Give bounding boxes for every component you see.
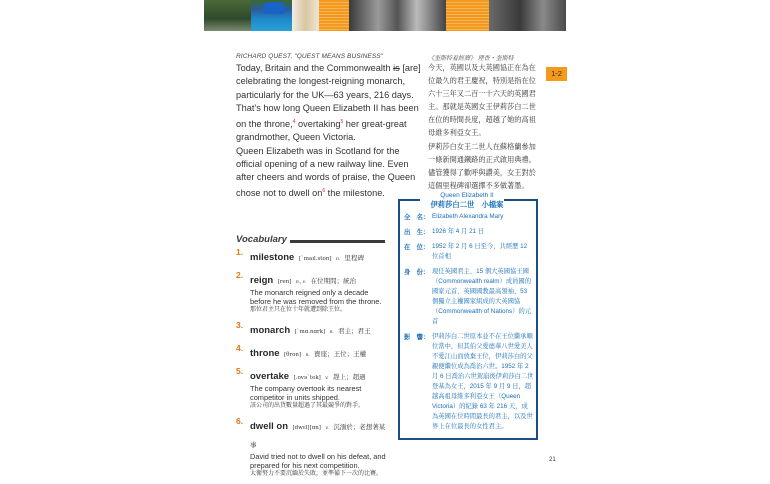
vocabulary-title: Vocabulary [236, 234, 287, 245]
vocab-pronunciation: [θron] [284, 352, 302, 358]
vocab-pronunciation: [ren] [277, 279, 292, 285]
article-paragraph-zh: 今天，英國以及大英國協正在為在位最久的君王慶祝，特別是指在位六十三年又二百一十六天的英國君主。那就是英國女王伊莉莎白二世在位的時間長度，超越了她的高祖母維多利亞女王。 [428, 63, 536, 137]
text: overtaking [295, 118, 341, 129]
header-orange-band [446, 0, 489, 31]
profile-value: 1926 年 4 月 21 日 [432, 228, 485, 235]
struck-word: is [393, 63, 400, 73]
vocab-word: reign [250, 275, 274, 286]
footnote-marker: 6 [322, 187, 326, 194]
profile-row [404, 212, 534, 222]
vocab-translation: 寶座；王位；王權 [314, 351, 367, 358]
vocab-example-translation: 那位君主只在位十年就遭到除王位。 [250, 307, 347, 313]
vocab-word: throne [250, 348, 280, 359]
vocab-translation: 君主；君王 [338, 328, 371, 335]
vocab-number: 4. [236, 343, 244, 353]
profile-value: Elizabeth Alexandra Mary [432, 213, 504, 220]
vocabulary-list [236, 247, 386, 484]
profile-title-zh: 伊莉莎白二世 小檔案 [430, 200, 504, 209]
vocab-word: monarch [250, 325, 291, 336]
vocab-word: milestone [250, 252, 295, 263]
track-badge: 1-2 [546, 67, 567, 81]
profile-title-en: Queen Elizabeth II [440, 192, 494, 199]
vocab-pronunciation: [ˋmɑ.nɑrk] [294, 329, 326, 335]
article-source-en: RICHARD QUEST, "QUEST MEANS BUSINESS" [236, 53, 384, 60]
vocab-pos: n., v. [295, 279, 307, 285]
vocab-item [236, 247, 386, 265]
vocab-number: 3. [236, 320, 244, 330]
vocab-number: 5. [236, 366, 244, 376]
vocab-number: 1. [236, 247, 244, 257]
page-number: 21 [549, 457, 556, 463]
vocab-example-translation: 該公司的出貨數量超過了其最競爭的對手。 [250, 403, 365, 409]
profile-label: 身 份： [404, 269, 430, 276]
header-photo-ceremony [489, 0, 566, 31]
vocab-example: The company overtook its nearest competitor in units shipped. [250, 384, 362, 402]
vocab-translation: 里程碑 [344, 255, 365, 262]
vocab-pos: n. [305, 352, 310, 358]
article-paragraph [236, 62, 426, 145]
footnote-marker: 5 [340, 118, 344, 125]
profile-value: 伊莉莎白二世原本並不在王位繼承順位當中，但其伯父愛德華八世愛美人不愛江山而放棄王位，伊莉莎白的父親便繼位成為喬治六世。1952 年 2 月 6 日喬治六世駕崩後伊莉莎白二世登基為女王，2015 年 9 月 9 日，超越高祖母維多利亞女王（Queen Victoria）的紀錄 63 年 216 天，成為英國在位時間最長的君主，以及世界上在位最長的女性君主。 [432, 333, 534, 430]
article-body-zh [428, 62, 540, 195]
vocab-translation: 沉湎於；老想著某事 [250, 424, 386, 449]
profile-value: 1952 年 2 月 6 日至今，共經歷 12 位首相 [432, 243, 528, 260]
profile-label: 影 響： [404, 334, 430, 341]
vocab-example: David tried not to dwell on his defeat, and prepared for his next competition. [250, 452, 386, 470]
vocab-item [236, 343, 386, 361]
header-orange-band [319, 0, 349, 31]
vocab-example: The monarch reigned only a decade before he was removed from the throne. [250, 288, 382, 306]
text: the milestone. [325, 187, 385, 198]
vocab-pos: v. [325, 375, 329, 381]
vocab-word: dwell on [250, 421, 288, 432]
text: Queen Elizabeth was in Scotland for the official opening of a new railway line. Even after cheers and words of praise, the Queen chose not to dwell on [236, 145, 416, 198]
profile-label: 全 名： [404, 214, 430, 221]
profile-row [404, 267, 534, 327]
header-photo-landscape [204, 0, 251, 31]
vocab-pos: n. [335, 256, 341, 262]
vocab-item [236, 320, 386, 338]
profile-label: 出 生： [404, 229, 430, 236]
text: Today, Britain and the Commonwealth [236, 63, 394, 73]
vocab-pronunciation: [.ovəˋtek] [293, 375, 321, 381]
text: her great-great grandmother, Queen Victoria. [236, 118, 407, 143]
profile-value: 現任英國君主、15 個大英國協王國（Commonwealth realm）成員國的國家元首、英國國教最高領袖、53 個獨立主權國家組成的大英國協（Commonwealth of Nations）的元首 [432, 268, 532, 325]
vocab-example-translation: 大衛努力不要沉緬於失敗，並準備下一次的比賽。 [250, 471, 383, 477]
vocab-translation: 趕上；超過 [333, 374, 366, 381]
vocab-pos: v. [325, 425, 329, 431]
profile-box-title [398, 191, 536, 209]
profile-label: 在 位： [404, 244, 430, 251]
header-photo-queen [251, 0, 292, 31]
vocab-item [236, 366, 386, 411]
vocab-number: 6. [236, 416, 244, 426]
header-photo-coronation [349, 0, 446, 31]
vocab-number: 2. [236, 270, 244, 280]
text: [are] celebrating the longest-reigning monarch, particularly for the UK—63 years, 216 days. That’s how long Queen Elizabeth II has been on the throne, [236, 63, 421, 129]
profile-row [404, 242, 534, 262]
vocab-pronunciation: [ˋmaɪl.ston] [298, 256, 332, 262]
vocab-translation: 在位期間；統治 [310, 278, 357, 285]
profile-row [404, 227, 534, 237]
vocab-pos: n. [329, 329, 334, 335]
vocabulary-divider [290, 240, 385, 243]
vocab-item [236, 416, 386, 479]
blue-hat-shape [263, 2, 285, 14]
vocab-word: overtake [250, 371, 290, 382]
footnote-marker: 4 [292, 118, 296, 125]
header-photo-strip [204, 0, 566, 31]
header-photo-beige [292, 0, 319, 31]
article-body-en [236, 62, 426, 200]
profile-rows [404, 212, 534, 437]
vocab-pronunciation: [dwɛl][ɑn] [292, 425, 321, 431]
profile-row [404, 332, 534, 432]
article-source-zh: 《奎斯特看經濟》 理查・奎斯特 [428, 56, 514, 62]
vocab-item [236, 270, 386, 315]
article-paragraph-zh: 伊莉莎白女王二世人在蘇格蘭參加一條新開通鐵路的正式啟用典禮。儘管獲得了歡呼與讚美，女王對於這個里程碑卻選擇不多做著墨。 [428, 142, 536, 191]
